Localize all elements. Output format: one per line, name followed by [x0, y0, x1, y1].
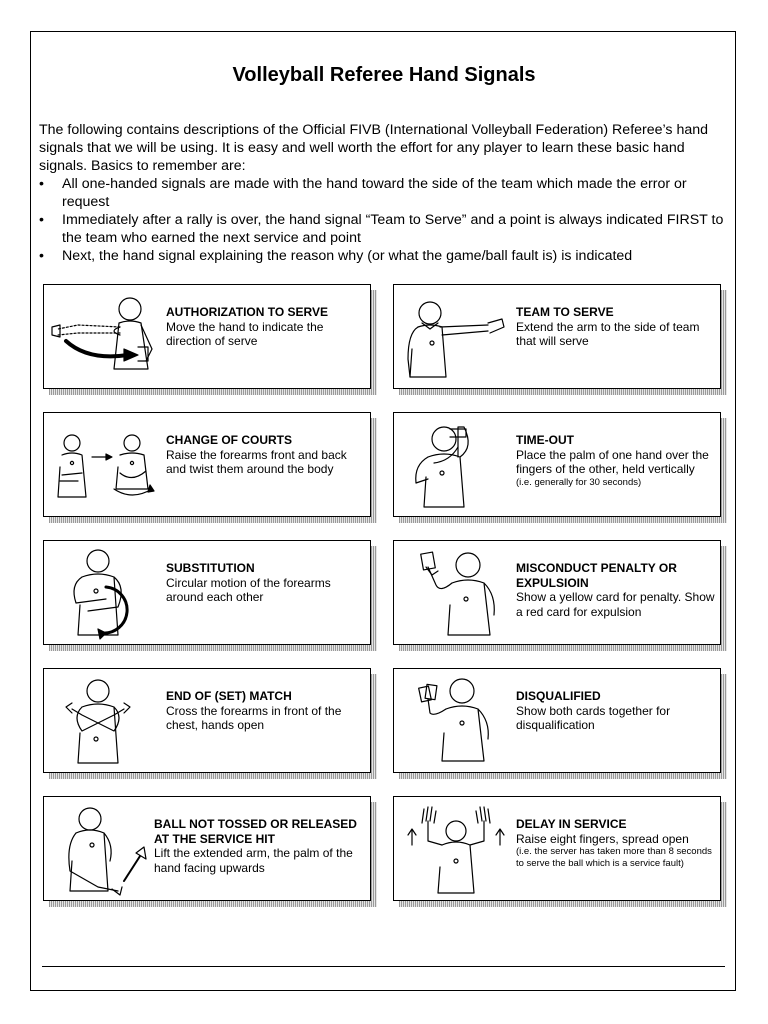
signal-text	[166, 433, 366, 477]
referee-ball-not-tossed-icon	[48, 801, 164, 897]
referee-change-of-courts-icon	[48, 417, 164, 513]
signal-title: DISQUALIFIED	[516, 689, 601, 703]
referee-substitution-icon	[48, 545, 164, 641]
signal-description: Cross the forearms in front of the chest, hands open	[166, 703, 342, 732]
card-box	[43, 540, 371, 645]
signal-text	[516, 817, 716, 869]
page-title: Volleyball Referee Hand Signals	[232, 64, 536, 86]
signal-description: Raise the forearms front and back and twist them around the body	[166, 447, 347, 476]
signal-text	[166, 305, 366, 349]
card-box	[43, 284, 371, 389]
signal-title: END OF (SET) MATCH	[166, 689, 292, 703]
signal-description: Show a yellow card for penalty. Show a red card for expulsion	[516, 590, 715, 619]
signal-card-change-of-courts	[43, 412, 371, 517]
signal-title: AUTHORIZATION TO SERVE	[166, 305, 329, 319]
basics-bullet: • Immediately after a rally is over, the hand signal “Team to Serve” and a point is always indicated FIRST to the team who earned the next service and point	[39, 211, 729, 247]
signal-card-team-to-serve	[393, 284, 721, 389]
card-box	[43, 412, 371, 517]
referee-disqualified-icon	[398, 673, 514, 769]
signal-card-ball-not-tossed	[43, 796, 371, 901]
card-box	[43, 796, 371, 901]
signal-note: (i.e. the server has taken more than 8 seconds to serve the ball which is a service fault)	[516, 846, 712, 869]
signal-text	[154, 817, 368, 875]
signal-title: DELAY IN SERVICE	[516, 817, 627, 831]
signal-title: TIME-OUT	[516, 433, 574, 447]
card-box	[43, 668, 371, 773]
intro-section	[39, 121, 729, 265]
signal-description: Circular motion of the forearms around each other	[166, 575, 331, 604]
signal-text	[166, 561, 366, 605]
signal-card-disqualified	[393, 668, 721, 773]
card-box	[393, 668, 721, 773]
signal-description: Lift the extended arm, the palm of the hand facing upwards	[154, 846, 353, 875]
basics-bullet: • All one-handed signals are made with the hand toward the side of the team which made the error or request	[39, 175, 729, 211]
card-box	[393, 412, 721, 517]
signal-card-substitution	[43, 540, 371, 645]
signal-title: TEAM TO SERVE	[516, 305, 614, 319]
signal-description: Extend the arm to the side of team that will serve	[516, 319, 700, 348]
signal-title: SUBSTITUTION	[166, 561, 255, 575]
referee-end-of-match-icon	[48, 673, 164, 769]
card-box	[393, 540, 721, 645]
signal-description: Move the hand to indicate the direction of serve	[166, 319, 324, 348]
referee-time-out-icon	[398, 417, 514, 513]
signal-title: MISCONDUCT PENALTY OR EXPULSIOIN	[516, 561, 677, 590]
signal-card-end-of-match	[43, 668, 371, 773]
signal-description: Show both cards together for disqualification	[516, 703, 671, 732]
card-box	[393, 284, 721, 389]
referee-authorization-to-serve-icon	[48, 289, 164, 385]
signal-text	[516, 433, 716, 488]
signal-note: (i.e. generally for 30 seconds)	[516, 476, 642, 488]
signal-description: Place the palm of one hand over the fingers of the other, held vertically	[516, 447, 709, 476]
signal-title: CHANGE OF COURTS	[166, 433, 292, 447]
footer-rule	[42, 966, 725, 967]
signal-card-authorization-to-serve	[43, 284, 371, 389]
signal-text	[516, 561, 716, 619]
signal-text	[516, 689, 716, 733]
signal-text	[166, 689, 366, 733]
referee-misconduct-penalty-icon	[398, 545, 514, 641]
signal-card-misconduct-penalty	[393, 540, 721, 645]
signal-card-time-out	[393, 412, 721, 517]
signal-card-delay-in-service	[393, 796, 721, 901]
referee-team-to-serve-icon	[398, 289, 514, 385]
referee-delay-in-service-icon	[398, 801, 514, 897]
signal-title: BALL NOT TOSSED OR RELEASED AT THE SERVICE HIT	[154, 817, 357, 846]
signal-description: Raise eight fingers, spread open	[516, 831, 689, 846]
basics-bullet: • Next, the hand signal explaining the reason why (or what the game/ball fault is) is indicated	[39, 247, 729, 265]
intro-paragraph: The following contains descriptions of the Official FIVB (International Volleyball Federation) Referee’s hand signals that we will be using. It is easy and well worth the effort for any player to learn these basic hand signals. Basics to remember are:	[39, 122, 709, 174]
card-box	[393, 796, 721, 901]
basics-list	[39, 175, 729, 265]
signal-text	[516, 305, 716, 349]
